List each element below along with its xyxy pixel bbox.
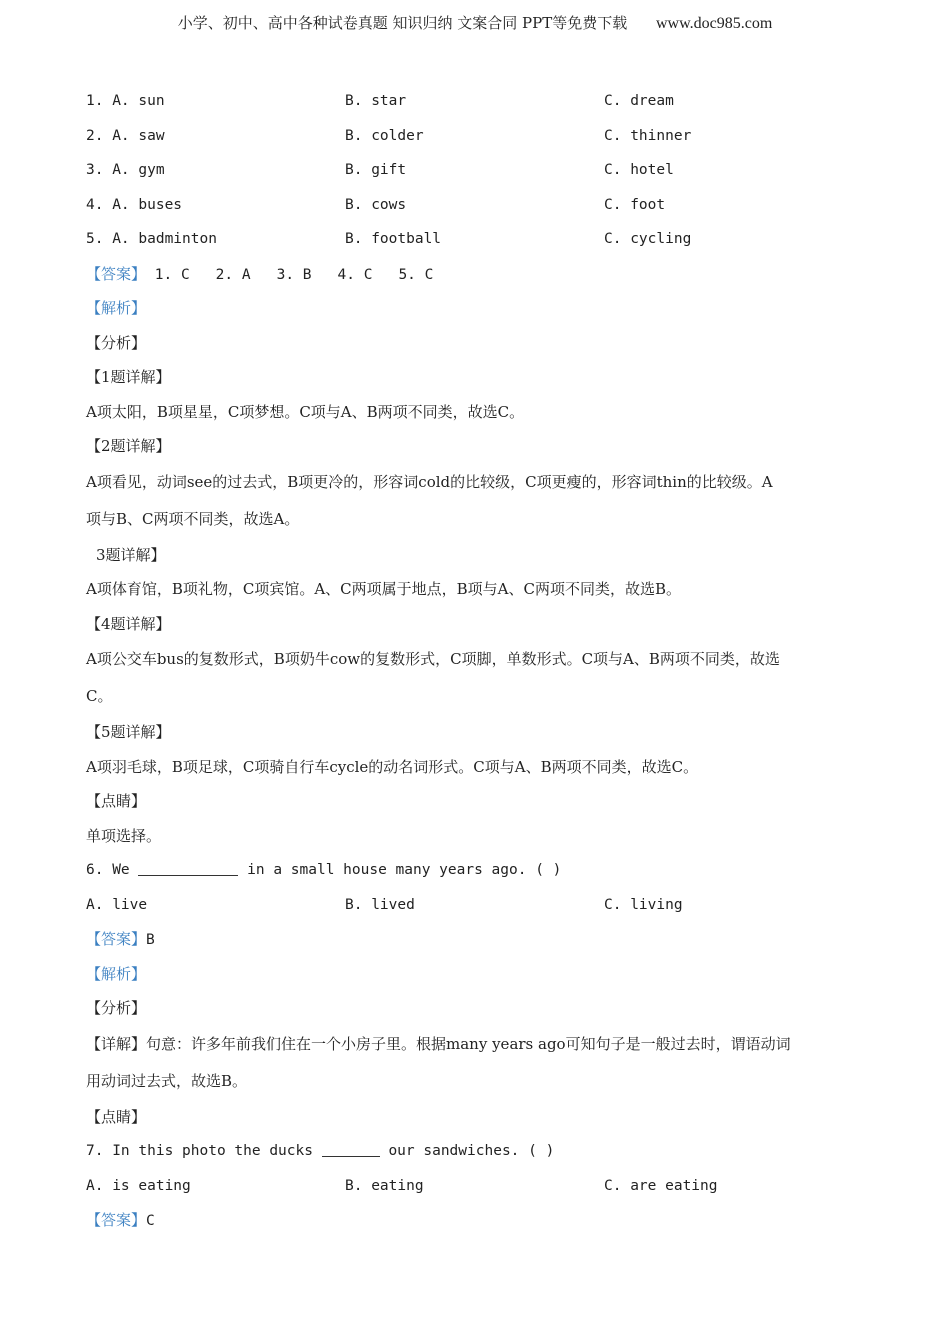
question-7-options bbox=[86, 1169, 866, 1204]
option-b: B. lived bbox=[345, 896, 415, 913]
option-c: C. are eating bbox=[604, 1177, 718, 1194]
answer-line: 【答案】C bbox=[86, 1211, 155, 1229]
detail-1-title: 【1题详解】 bbox=[86, 368, 171, 386]
jiexi-label-line: 【解析】 bbox=[86, 299, 147, 317]
document-body bbox=[86, 84, 866, 1238]
detail-3-text: A项体育馆，B项礼物，C项宾馆。A、C两项属于地点，B项与A、C两项不同类，故选B。 bbox=[86, 580, 682, 598]
answer-line: 【答案】B bbox=[86, 930, 155, 948]
detail-4-text-cont: C。 bbox=[86, 687, 113, 705]
detail-2-text-cont: 项与B、C两项不同类，故选A。 bbox=[86, 509, 300, 528]
detail-1-text: A项太阳，B项星星，C项梦想。C项与A、B两项不同类，故选C。 bbox=[86, 402, 525, 421]
detail-5-text: A项羽毛球，B项足球，C项骑自行车cycle的动名词形式。C项与A、B两项不同类，故选C。 bbox=[86, 757, 699, 776]
answer-line: 【答案】 1. C 2. A 3. B 4. C 5. C bbox=[86, 264, 434, 283]
detail-4-title: 【4题详解】 bbox=[86, 614, 171, 633]
question-row: 5. A. badminton B. football C. cycling bbox=[86, 231, 692, 247]
header-title: 小学、初中、高中各种试卷真题 知识归纳 文案合同 PPT等免费下载 bbox=[177, 14, 628, 32]
question-7-stem: 7. In this photo the ducks our sandwiches. ( ) bbox=[86, 1143, 555, 1159]
question-row: 2. A. saw B. colder C. thinner bbox=[86, 127, 692, 144]
detail-2-title: 【2题详解】 bbox=[86, 437, 171, 455]
detail-4-text: A项公交车bus的复数形式，B项奶牛cow的复数形式，C项脚，单数形式。C项与A、B两项不同类，故选 bbox=[86, 650, 780, 668]
fenxi-label-line: 【分析】 bbox=[86, 999, 147, 1017]
question-row: 4. A. buses B. cows C. foot bbox=[86, 196, 666, 213]
detail-2-text: A项看见，动词see的过去式，B项更冷的，形容词cold的比较级，C项更瘦的，形容词thin的比较级。A bbox=[86, 472, 773, 491]
question-6-detail-cont: 用动词过去式，故选B。 bbox=[86, 1071, 248, 1090]
answer-blank[interactable] bbox=[138, 861, 238, 876]
option-b: B. eating bbox=[345, 1177, 424, 1194]
detail-5-title: 【5题详解】 bbox=[86, 723, 171, 741]
jiexi-label-line: 【解析】 bbox=[86, 964, 147, 983]
fenxi-label-line: 【分析】 bbox=[86, 333, 147, 352]
answer-blank[interactable] bbox=[322, 1142, 380, 1157]
detail-3-title: 3题详解】 bbox=[96, 545, 166, 564]
question-row: 1. A. sun B. star C. dream bbox=[86, 93, 674, 109]
answer-label: 【答案】 bbox=[86, 264, 147, 283]
dianjing-text: 单项选择。 bbox=[86, 826, 162, 845]
option-c: C. living bbox=[604, 896, 683, 913]
question-row: 3. A. gym B. gift C. hotel bbox=[86, 162, 674, 178]
question-6-stem: 6. We in a small house many years ago. ( ) bbox=[86, 862, 562, 878]
dianjing-label: 【点睛】 bbox=[86, 1107, 147, 1126]
dianjing-label: 【点睛】 bbox=[86, 792, 147, 810]
question-6-options bbox=[86, 888, 866, 923]
question-6-detail: 【详解】句意：许多年前我们住在一个小房子里。根据many years ago可知句子是一般过去时，谓语动词 bbox=[86, 1034, 791, 1053]
option-a: A. is eating bbox=[86, 1177, 191, 1194]
page-header bbox=[0, 12, 950, 33]
option-a: A. live bbox=[86, 896, 148, 913]
header-url[interactable]: www.doc985.com bbox=[656, 15, 773, 32]
